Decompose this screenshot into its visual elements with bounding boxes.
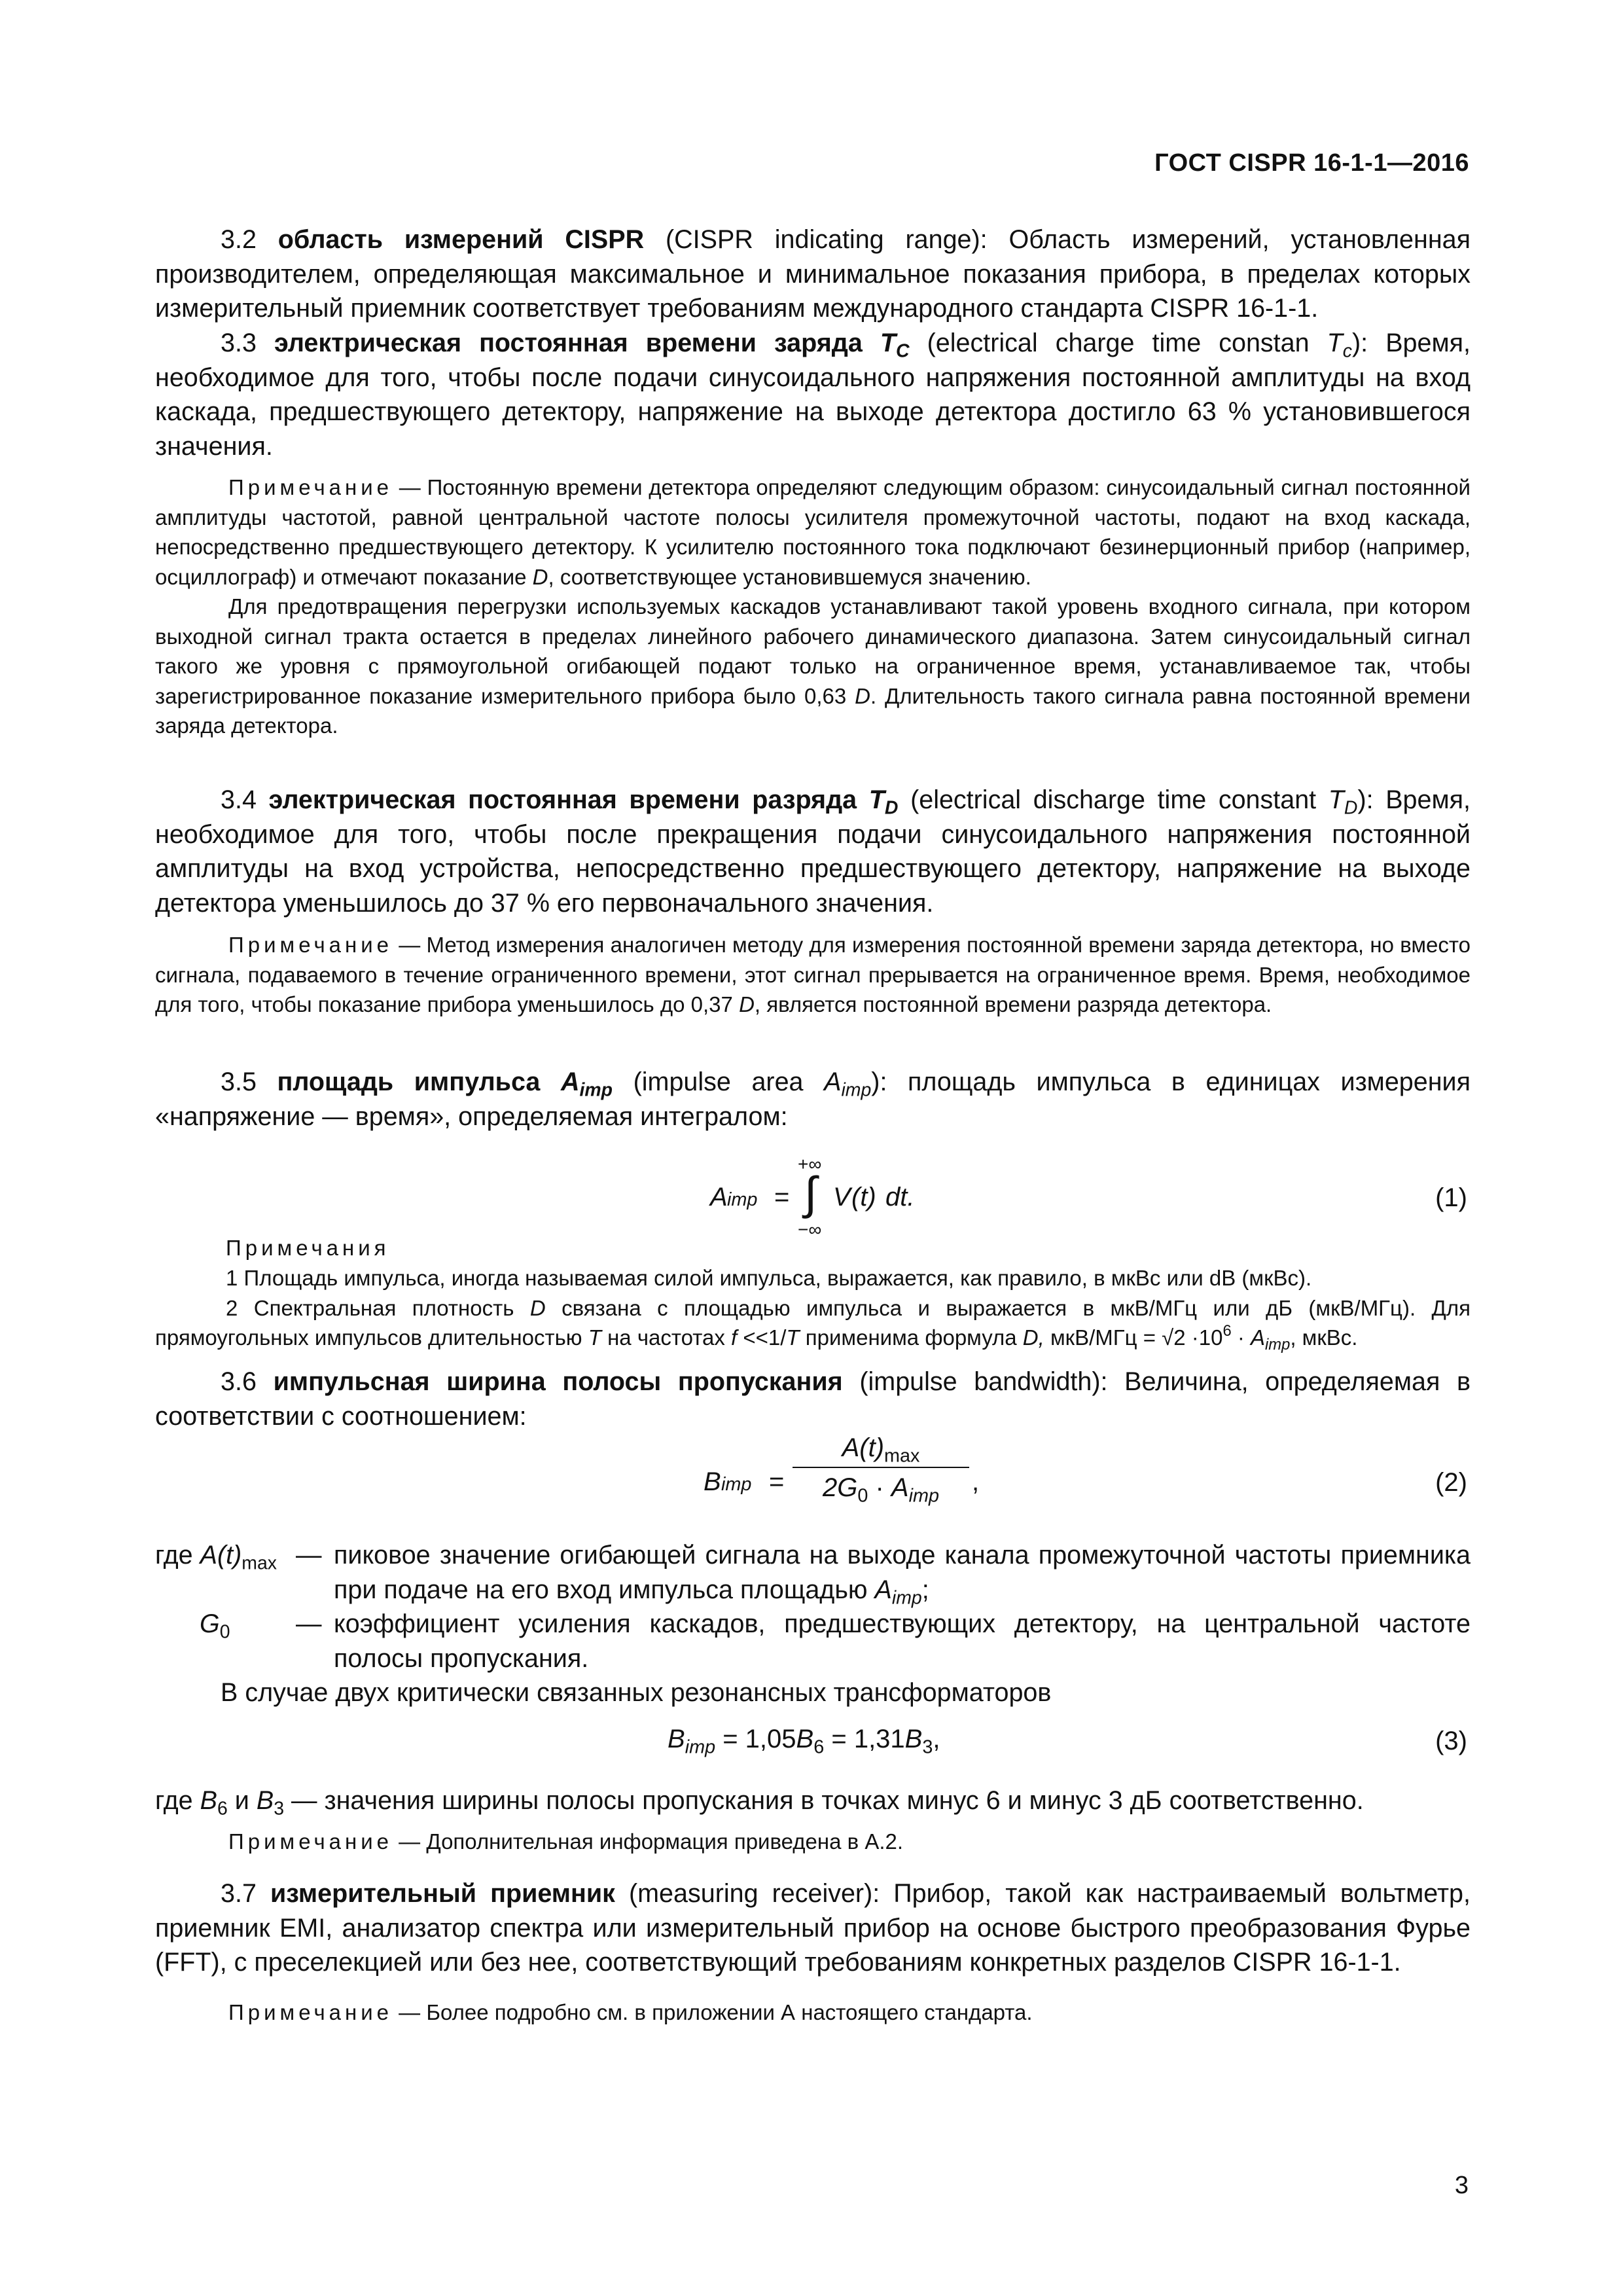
equation-number-3: (3) <box>1435 1727 1467 1755</box>
term-cispr-indicating-range: область измерений CISPR <box>277 225 645 254</box>
where-eq3: где $B_6$ и $B_3$ — значения ширины полосы пропускания в точках минус 6 и минус 3 дБ соответственно. <box>155 1786 1364 1820</box>
integral-sign: ∫ <box>804 1168 817 1219</box>
notes-3-5 <box>155 1263 1471 1353</box>
where-row-2: коэффициент усиления каскадов, предшествующих детектору, на центральной частоте полосы пропускания. <box>334 1609 1471 1673</box>
where-row-1: пиковое значение огибающей сигнала на выходе канала промежуточной частоты приемника при подаче на его вход импульса площадью $A_{imp}$; <box>334 1541 1471 1609</box>
document-page: ГОСТ CISPR 16-1-1—2016 3.2 область измерений CISPR (CISPR indicating range): Область измерений, установленная производителем, определяющая максимальное и минимальное показания прибора, в пределах которых измерительный приемник соответствует требованиям международного стандарта CISPR 16-1-1. 3.3 электрическая постоянная времени заряда $T_C$ (electrical charge time constan $T_c$): Время, необходимое для того, чтобы после подачи синусоидального напряжения постоянной амплитуды на вход каскада, предшествующего детектору, напряжение на выходе детектора достигло 63 % установившегося значения. Примечание — Постоянную времени детектора определяют следующим образом: синусоидальный сигнал постоянной амплитуды частотой, равной центральной частоте полосы усилителя промежуточной частоты, подают на вход каскада, непосредственно предшествующего детектору. К усилителю постоянного тока подключают безинерционный прибор (например, осциллограф) и отмечают показание D, соответствующее установившемуся значению. Для предотвращения перегрузки используемых каскадов устанавливают такой уровень входного сигнала, при котором выходной сигнал тракта остается в пределах линейного рабочего динамического диапазона. Затем синусоидальный сигнал такого же уровня с прямоугольной огибающей подают только на ограниченное время, устанавливаемое так, чтобы зарегистрированное показание измерительного прибора было 0,63 D. Длительность такого сигнала равна постоянной времени заряда детектора. 3.4 электрическая постоянная времени разряда $T_D$ (electrical discharge time constant $T_D$): Время, необходимое для того, чтобы после прекращения подачи синусоидального напряжения постоянной амплитуды на вход устройства, непосредственно предшествующего детектору, напряжение на выходе детектора уменьшилось до 37 % его первоначального значения. Примечание — Метод измерения аналогичен методу для измерения постоянной времени заряда детектора, но вместо сигнала, подаваемого в течение ограниченного времени, этот сигнал прерывается на ограниченное время. Время, необходимое для того, чтобы показание прибора уменьшилось до 0,37 D, является постоянной времени разряда детектора. 3.5 площадь импульса $A_{imp}$ (impulse area $A_{imp}$): площадь импульса в единицах измерения «напряжение — время», определяемая интегралом: A imp = +∞ ∫ −∞ V (t) dt. (1) Примечания 1 Площадь импульса, иногда называемая силой импульса, выражается, как правило, в мкВс или dB (мкВс). 2 Спектральная плотность D связана с площадью импульса и выражается в мкВ/МГц или дБ (мкВ/МГц). Для прямоугольных импульсов длительностью T на частотах f <<1/T применима формула D, $мкВ/МГц = √2 \cdot 10^6 \cdot A_{imp}$, мкВс. 3.6 импульсная ширина полосы пропускания (impulse bandwidth): Величина, определяемая в соответствии с соотношением: B imp = $A(t)_{max}$ $2G_0 \cdot A_{imp}$ , (2) где $A(t)_{max}$ — пиковое значение огибающей сигнала на выходе канала промежуточной частоты приемника при подаче на его вход импульса площадью $A_{imp}$; $G_0$ — коэффициент усиления каскадов, предшествующих детектору, на центральной частоте полосы пропускания. В случае двух критически связанных резонансных трансформаторов $B_{imp} = 1,05B_6 = 1,31B_3$, (3) где $B_6$ и $B_3$ — значения ширины полосы пропускания в точках минус 6 и минус 3 дБ соответственно. Примечание — Дополнительная информация приведена в А.2. 3.7 измерительный приемник (measuring receiver): Прибор, такой как настраиваемый вольтметр, приемник EMI, анализатор спектра или измерительный прибор на основе быстрого преобразования Фурье (FFT), с преселекцией или без нее, соответствующий требованиям конкретных разделов CISPR 16-1-1. Примечание — Более подробно см. в приложении А настоящего стандарта. 3 <box>155 149 1471 2199</box>
clause-3-3: 3.3 электрическая постоянная времени заряда $T_C$ (electrical charge time constan $T_c$): Время, необходимое для того, чтобы после подачи синусоидального напряжения постоянной амплитуды на вход каскада, предшествующего детектору, напряжение на выходе детектора достигло 63 % установившегося значения. <box>155 329 1471 461</box>
note-3-5-2: 2 Спектральная плотность D связана с площадью импульса и выражается в мкВ/МГц или дБ (мкВ/МГц). Для прямоугольных импульсов длительностью T на частотах f <<1/T применима формула D, $мкВ/МГц = √2 \cdot 10^6 \cdot A_{imp}$, мкВс. <box>155 1295 1471 1354</box>
clause-3-2: 3.2 область измерений CISPR (CISPR indicating range): Область измерений, установленная производителем, определяющая максимальное и минимальное показания прибора, в пределах которых измерительный приемник соответствует требованиям международного стандарта CISPR 16-1-1. <box>155 225 1471 323</box>
term-discharge-time-constant: электрическая постоянная времени разряда <box>268 785 869 814</box>
equation-1: A imp = +∞ ∫ −∞ V (t) dt. <box>710 1154 915 1240</box>
note-3-5-1: 1 Площадь импульса, иногда называемая силой импульса, выражается, как правило, в мкВс или dB (мкВс). <box>226 1266 1312 1290</box>
document-header: ГОСТ CISPR 16-1-1—2016 <box>1154 149 1469 177</box>
equation-3: $B_{imp} = 1,05B_6 = 1,31B_3$, <box>668 1725 940 1758</box>
clause-3-6-resonant: В случае двух критически связанных резонансных трансформаторов <box>221 1678 1052 1707</box>
clause-3-5: 3.5 площадь импульса $A_{imp}$ (impulse area $A_{imp}$): площадь импульса в единицах измерения «напряжение — время», определяемая интегралом: <box>155 1067 1471 1131</box>
note-label: Примечание <box>228 475 393 499</box>
where-sym-g0: $G_0$ <box>200 1609 230 1643</box>
term-charge-time-constant: электрическая постоянная времени заряда <box>274 329 880 357</box>
term-impulse-bandwidth: импульсная ширина полосы пропускания <box>273 1367 843 1396</box>
equation-number-1: (1) <box>1435 1183 1467 1212</box>
note-label: Примечание <box>228 933 393 957</box>
where-label: где $A(t)_{max}$ <box>155 1541 277 1574</box>
note-3-7: Примечание — Более подробно см. в приложении А настоящего стандарта. <box>228 2000 1033 2024</box>
equation-number-2: (2) <box>1435 1468 1467 1497</box>
term-measuring-receiver: измерительный приемник <box>270 1879 615 1908</box>
note-3-6: Примечание — Дополнительная информация приведена в А.2. <box>228 1829 904 1854</box>
fraction-numerator: $A(t)_{max}$ <box>793 1433 969 1468</box>
term-impulse-area: площадь импульса <box>277 1067 561 1096</box>
page-number: 3 <box>1454 2172 1469 2199</box>
clause-3-7: 3.7 измерительный приемник (measuring receiver): Прибор, такой как настраиваемый вольтметр, приемник EMI, анализатор спектра или измерительный прибор на основе быстрого преобразования Фурье (FFT), с преселекцией или без нее, соответствующий требованиям конкретных разделов CISPR 16-1-1. <box>155 1879 1471 1977</box>
note-3-4: Примечание — Метод измерения аналогичен методу для измерения постоянной времени заряда детектора, но вместо сигнала, подаваемого в течение ограниченного времени, этот сигнал прерывается на ограниченное время. Время, необходимое для того, чтобы показание прибора уменьшилось до 0,37 D, является постоянной времени разряда детектора. <box>155 933 1471 1016</box>
note-3-3: Примечание — Постоянную времени детектора определяют следующим образом: синусоидальный сигнал постоянной амплитуды частотой, равной центральной частоте полосы усилителя промежуточной частоты, подают на вход каскада, непосредственно предшествующего детектору. К усилителю постоянного тока подключают безинерционный прибор (например, осциллограф) и отмечают показание D, соответствующее установившемуся значению. Для предотвращения перегрузки используемых каскадов устанавливают такой уровень входного сигнала, при котором выходной сигнал тракта остается в пределах линейного рабочего динамического диапазона. Затем синусоидальный сигнал такого же уровня с прямоугольной огибающей подают только на ограниченное время, устанавливаемое так, чтобы зарегистрированное показание измерительного прибора было 0,63 D. Длительность такого сигнала равна постоянной времени заряда детектора. <box>155 475 1471 738</box>
notes-3-5-label: Примечания <box>226 1236 390 1260</box>
equation-2: B imp = $A(t)_{max}$ $2G_0 \cdot A_{imp}$ , <box>704 1433 980 1507</box>
clause-3-6: 3.6 импульсная ширина полосы пропускания (impulse bandwidth): Величина, определяемая в соответствии с соотношением: <box>155 1367 1471 1431</box>
fraction-denominator: $2G_0 \cdot A_{imp}$ <box>822 1473 939 1507</box>
clause-3-4: 3.4 электрическая постоянная времени разряда $T_D$ (electrical discharge time constant $T_D$): Время, необходимое для того, чтобы после прекращения подачи синусоидального напряжения постоянной амплитуды на вход устройства, непосредственно предшествующего детектору, напряжение на выходе детектора уменьшилось до 37 % его первоначального значения. <box>155 785 1471 918</box>
